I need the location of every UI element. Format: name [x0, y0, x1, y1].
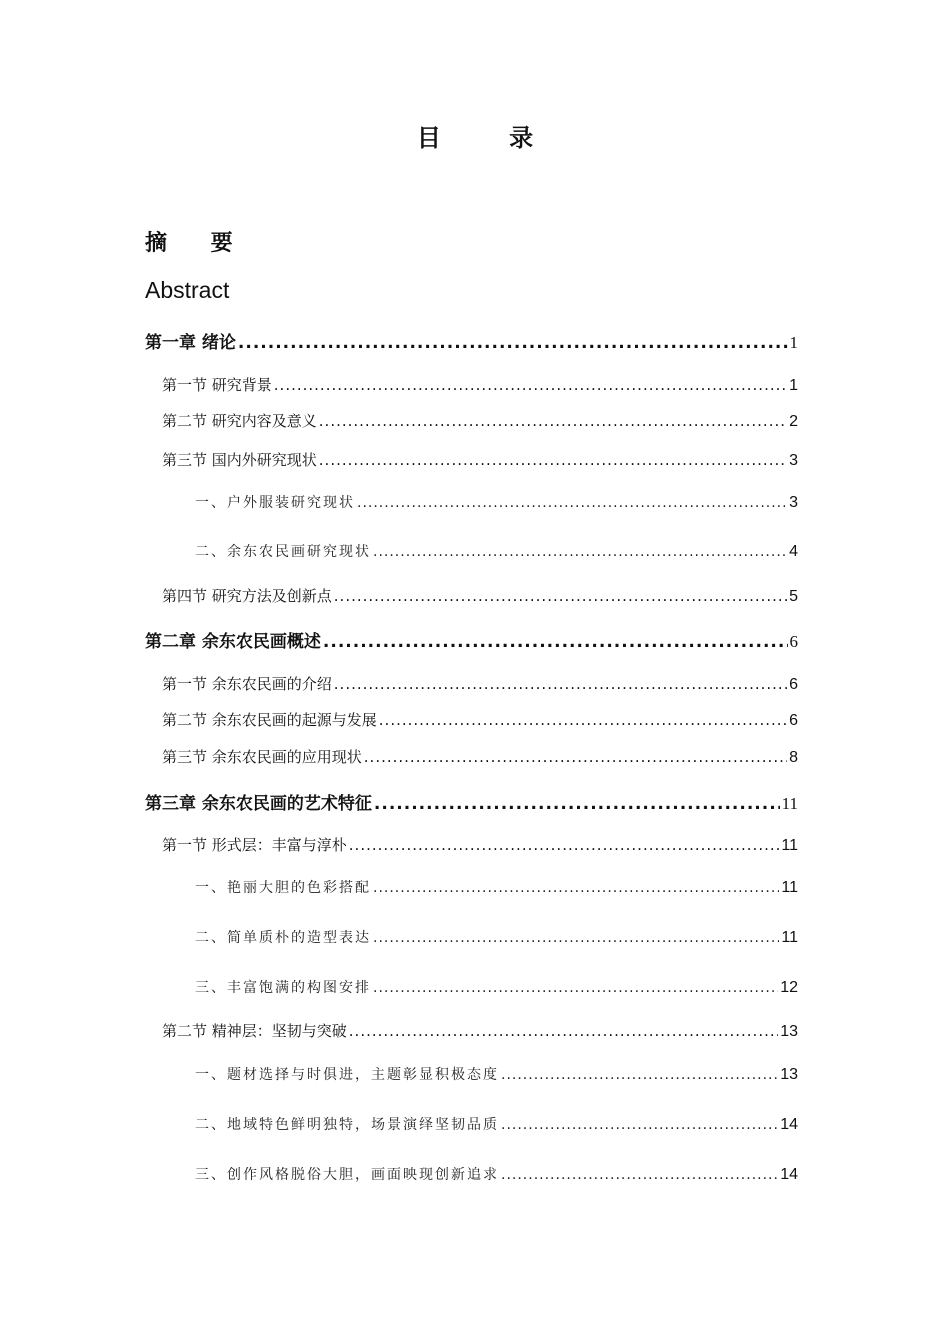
toc-entry-subsection-3-2-3[interactable]	[195, 1164, 798, 1184]
toc-entry-label: 二、简单质朴的造型表达	[195, 930, 371, 946]
toc-entry-page: 4	[789, 543, 798, 560]
toc-entry-page: 12	[780, 979, 798, 996]
toc-entry-section-1-4[interactable]	[162, 585, 798, 606]
toc-entry-page: 11	[781, 794, 798, 813]
toc-entry-chapter-2[interactable]	[145, 627, 798, 652]
toc-entry-page: 11	[781, 879, 798, 896]
toc-entry-page: 14	[780, 1116, 798, 1133]
toc-entry-label: 第二节 研究内容及意义	[162, 412, 317, 430]
dot-leader	[319, 451, 787, 469]
toc-entry-page: 1	[789, 377, 798, 394]
dot-leader	[364, 748, 787, 766]
dot-leader	[379, 711, 787, 729]
toc-entry-label: 第一节 研究背景	[162, 376, 272, 394]
dot-leader	[349, 1022, 778, 1040]
toc-entry-label: 第二节 余东农民画的起源与发展	[162, 711, 377, 729]
toc-entry-label: 三、创作风格脱俗大胆，画面映现创新追求	[195, 1167, 499, 1183]
toc-entry-section-1-2[interactable]	[162, 410, 798, 431]
toc-entry-page: 13	[780, 1066, 798, 1083]
dot-leader	[373, 544, 787, 560]
toc-entry-page: 13	[780, 1023, 798, 1040]
dot-leader	[501, 1067, 778, 1083]
toc-entry-subsection-1-3-2[interactable]	[195, 541, 798, 561]
toc-entry-section-1-3[interactable]	[162, 449, 798, 470]
dot-leader	[323, 632, 788, 652]
toc-entry-label: 二、地域特色鲜明独特，场景演绎坚韧品质	[195, 1117, 499, 1133]
toc-entry-page: 6	[789, 676, 798, 693]
toc-entry-subsection-3-2-1[interactable]	[195, 1064, 798, 1084]
toc-entry-chapter-3[interactable]	[145, 789, 798, 814]
toc-entry-label: 三、丰富饱满的构图安排	[195, 980, 371, 996]
toc-entry-label: 一、户外服装研究现状	[195, 495, 355, 511]
toc-entry-label: 第三章 余东农民画的艺术特征	[145, 794, 372, 814]
toc-entry-section-3-2[interactable]	[162, 1020, 798, 1041]
toc-entry-page: 3	[789, 452, 798, 469]
page-title: 目 录	[416, 124, 564, 152]
toc-entry-page: 2	[789, 413, 798, 430]
dot-leader	[357, 495, 787, 511]
toc-entry-section-2-3[interactable]	[162, 746, 798, 767]
toc-entry-label: 第一节 余东农民画的介绍	[162, 675, 332, 693]
toc-entry-page: 14	[780, 1166, 798, 1183]
toc-entry-label: 第四节 研究方法及创新点	[162, 587, 332, 605]
dot-leader	[374, 794, 780, 814]
toc-entry-subsection-1-3-1[interactable]	[195, 492, 798, 512]
toc-entry-subsection-3-2-2[interactable]	[195, 1114, 798, 1134]
toc-entry-chapter-1[interactable]	[145, 328, 798, 353]
toc-entry-label: 第一章 绪论	[145, 333, 236, 353]
toc-entry-page: 3	[789, 494, 798, 511]
toc-entry-section-2-2[interactable]	[162, 709, 798, 730]
dot-leader	[501, 1167, 778, 1183]
toc-entry-label: 一、题材选择与时俱进，主题彰显积极态度	[195, 1067, 499, 1083]
toc-entry-label: 一、艳丽大胆的色彩搭配	[195, 880, 371, 896]
dot-leader	[373, 880, 779, 896]
toc-entry-label: 第一节 形式层：丰富与淳朴	[162, 836, 347, 854]
dot-leader	[334, 587, 787, 605]
toc-entry-page: 6	[789, 712, 798, 729]
toc-entry-page: 6	[789, 632, 798, 651]
toc-entry-page: 11	[781, 837, 798, 854]
toc-entry-label: 第三节 国内外研究现状	[162, 451, 317, 469]
toc-entry-page: 5	[789, 588, 798, 605]
toc-entry-section-1-1[interactable]	[162, 374, 798, 395]
toc-entry-subsection-3-1-3[interactable]	[195, 977, 798, 997]
toc-entry-label: 二、余东农民画研究现状	[195, 544, 371, 560]
dot-leader	[373, 980, 778, 996]
dot-leader	[238, 333, 788, 353]
toc-entry-subsection-3-1-1[interactable]	[195, 877, 798, 897]
dot-leader	[334, 675, 787, 693]
toc-entry-page: 11	[781, 929, 798, 946]
dot-leader	[274, 376, 787, 394]
toc-entry-page: 1	[789, 333, 798, 352]
dot-leader	[501, 1117, 778, 1133]
toc-entry-abstract-english[interactable]: Abstract	[145, 277, 230, 303]
toc-entry-abstract-chinese[interactable]: 摘 要	[145, 231, 251, 256]
dot-leader	[349, 836, 780, 854]
toc-entry-label: 第二节 精神层：坚韧与突破	[162, 1022, 347, 1040]
toc-entry-section-3-1[interactable]	[162, 834, 798, 855]
toc-entry-subsection-3-1-2[interactable]	[195, 927, 798, 947]
dot-leader	[319, 412, 787, 430]
toc-entry-section-2-1[interactable]	[162, 673, 798, 694]
toc-entry-label: 第三节 余东农民画的应用现状	[162, 748, 362, 766]
toc-entry-page: 8	[789, 749, 798, 766]
dot-leader	[373, 930, 779, 946]
toc-entry-label: 第二章 余东农民画概述	[145, 632, 321, 652]
